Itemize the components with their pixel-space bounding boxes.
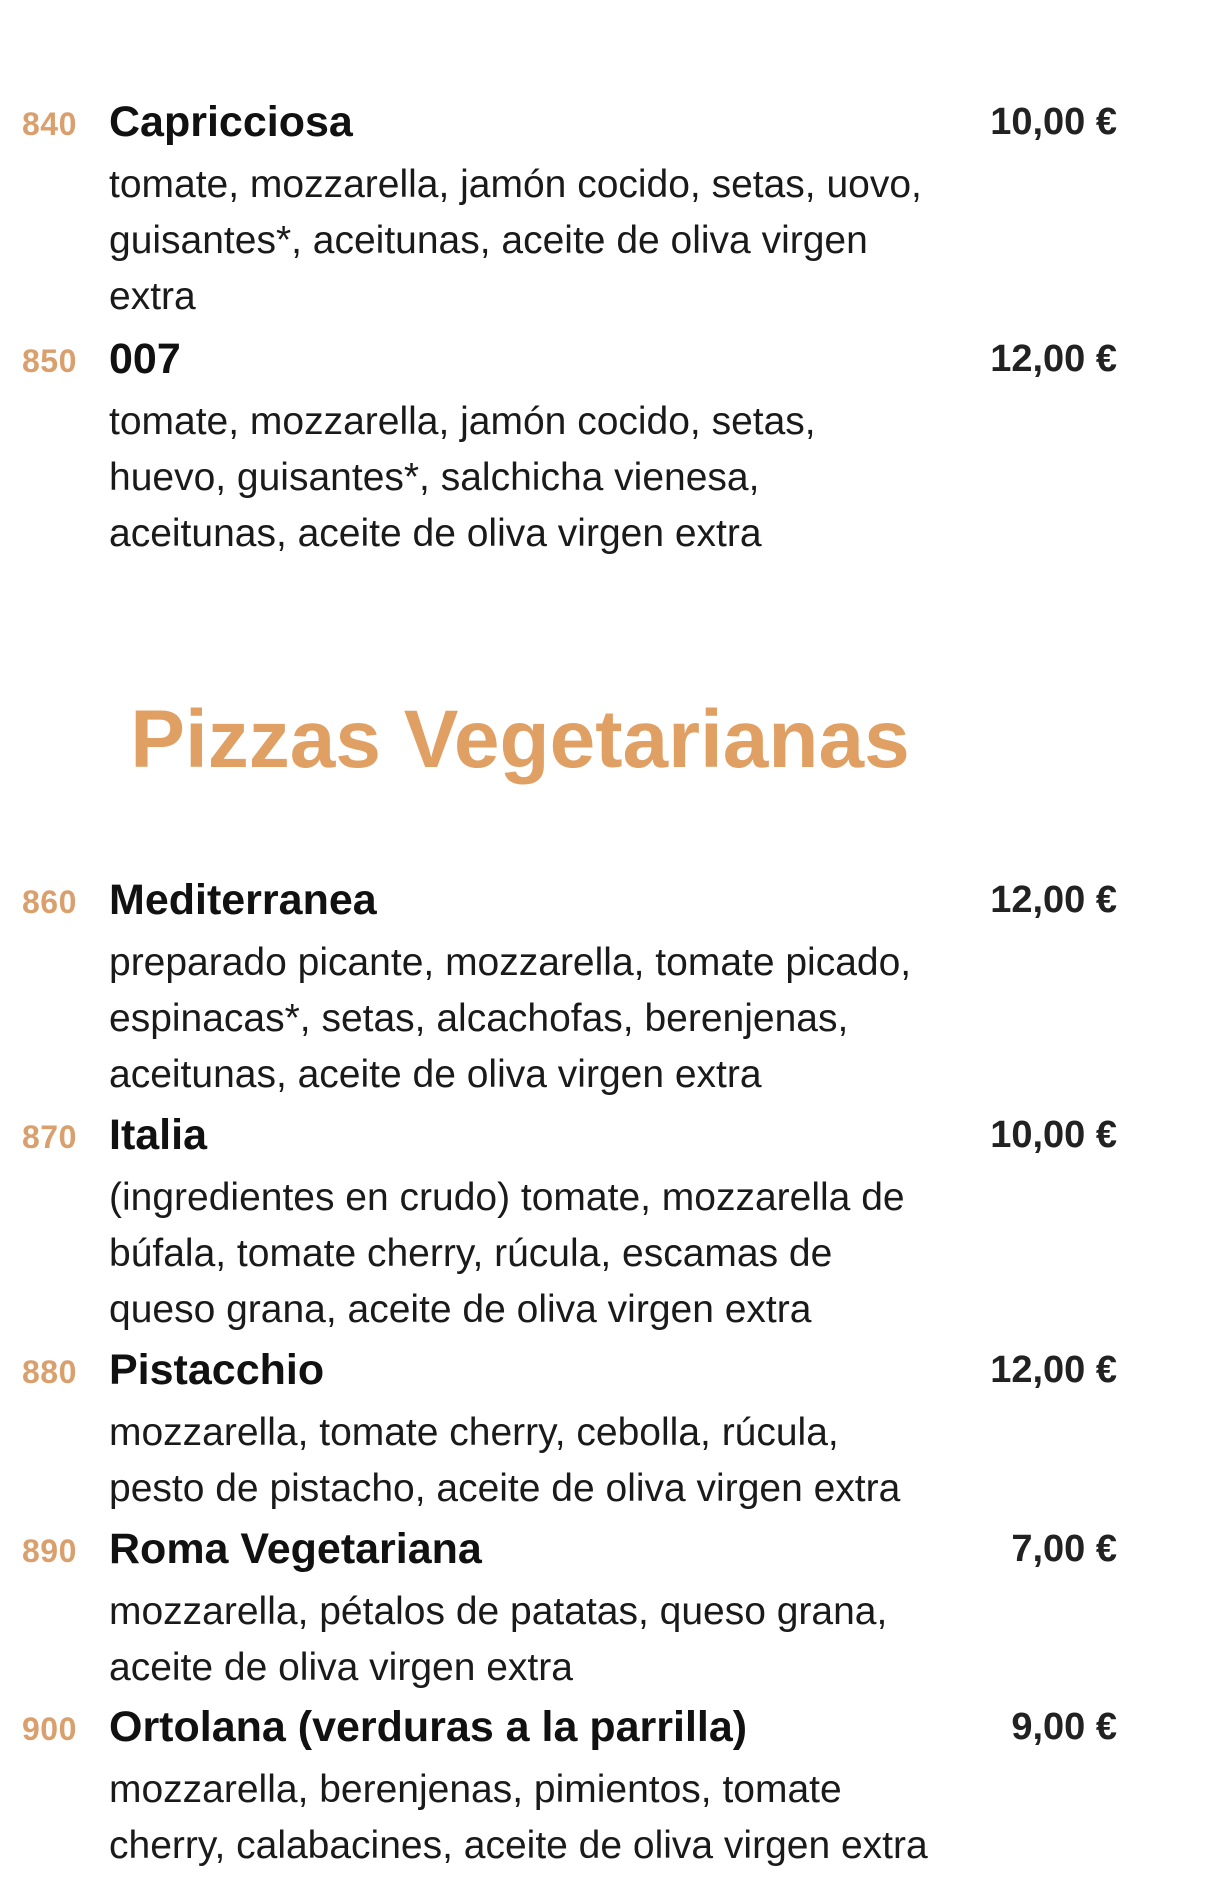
item-description: preparado picante, mozzarella, tomate picado, espinacas*, setas, alcachofas, berenjenas, aceitunas, aceite de oliva virgen extra (109, 941, 912, 1096)
item-name: 007 (109, 335, 181, 383)
item-number: 890 (22, 1533, 77, 1569)
item-description: tomate, mozzarella, jamón cocido, setas, uovo, guisantes*, aceitunas, aceite de oliva virgen extra (109, 163, 922, 318)
item-name: Italia (109, 1111, 207, 1159)
item-name: Mediterranea (109, 876, 377, 924)
item-number: 870 (22, 1119, 77, 1155)
item-price: 12,00 € (990, 338, 1117, 380)
item-price: 7,00 € (1011, 1528, 1117, 1570)
item-price: 10,00 € (990, 101, 1117, 143)
item-price: 9,00 € (1011, 1706, 1117, 1748)
item-number: 850 (22, 343, 77, 379)
section-title: Pizzas Vegetarianas (130, 694, 910, 785)
item-description: mozzarella, pétalos de patatas, queso grana, aceite de oliva virgen extra (109, 1590, 888, 1689)
item-description: mozzarella, tomate cherry, cebolla, rúcula, pesto de pistacho, aceite de oliva virgen extra (109, 1411, 901, 1510)
item-number: 900 (22, 1711, 77, 1747)
item-price: 12,00 € (990, 1349, 1117, 1391)
item-number: 880 (22, 1354, 77, 1390)
item-price: 12,00 € (990, 879, 1117, 921)
item-name: Pistacchio (109, 1346, 325, 1394)
item-price: 10,00 € (990, 1114, 1117, 1156)
item-description: (ingredientes en crudo) tomate, mozzarella de búfala, tomate cherry, rúcula, escamas de queso grana, aceite de oliva virgen extra (109, 1176, 905, 1331)
item-name: Capricciosa (109, 98, 353, 146)
item-name: Ortolana (verduras a la parrilla) (109, 1703, 748, 1751)
item-number: 860 (22, 884, 77, 920)
item-number: 840 (22, 106, 77, 142)
item-description: tomate, mozzarella, jamón cocido, setas, huevo, guisantes*, salchicha vienesa, aceitunas, aceite de oliva virgen extra (109, 400, 816, 555)
item-description: mozzarella, berenjenas, pimientos, tomate cherry, calabacines, aceite de oliva virgen extra (109, 1768, 928, 1867)
item-name: Roma Vegetariana (109, 1525, 482, 1573)
